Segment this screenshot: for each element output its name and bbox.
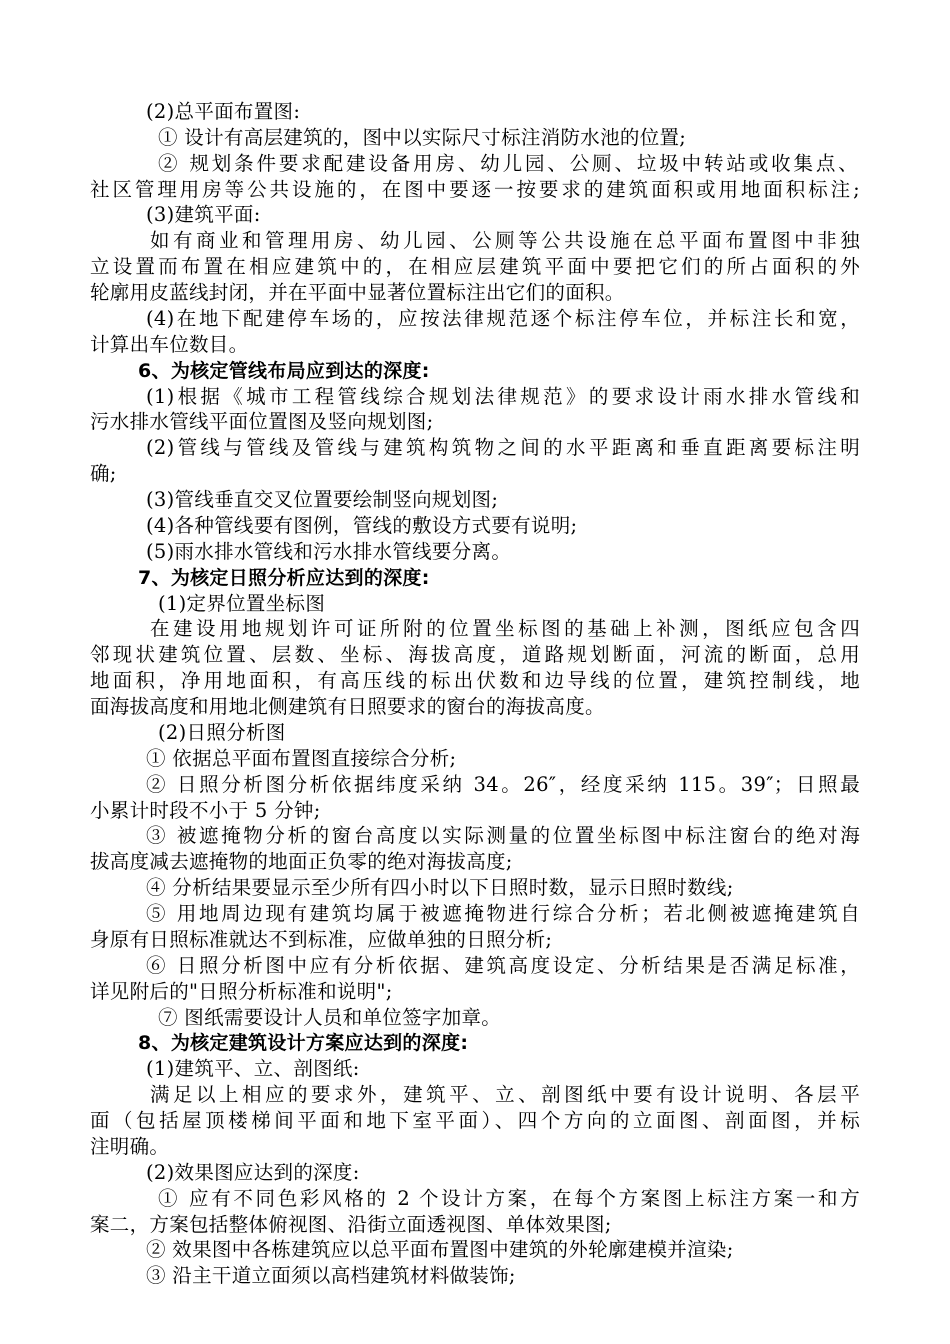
paragraph-line: 身原有日照标准就达不到标准，应做单独的日照分析; <box>90 928 553 951</box>
list-item: (3)管线垂直交叉位置要绘制竖向规划图; <box>146 488 499 511</box>
paragraph-line: 污水排水管线平面位置图及竖向规划图; <box>90 410 434 433</box>
list-item: ④ 分析结果要显示至少所有四小时以下日照时数，显示日照时数线; <box>146 876 734 899</box>
paragraph-line: 面海拔高度和用地北侧建筑有日照要求的窗台的海拔高度。 <box>90 695 605 718</box>
list-item: ② 规划条件要求配建设备用房、幼儿园、公厕、垃圾中转站或收集点、 <box>158 152 858 175</box>
paragraph-line: 地面积，净用地面积，有高压线的标出伏数和边导线的位置，建筑控制线，地 <box>90 669 860 692</box>
subsection-heading: (3)建筑平面: <box>146 203 261 226</box>
paragraph-line: 确; <box>90 462 117 485</box>
list-item: ⑦ 图纸需要设计人员和单位签字加章。 <box>158 1006 502 1029</box>
subsection-heading: (2)效果图应达到的深度: <box>146 1161 360 1184</box>
list-item: ① 设计有高层建筑的，图中以实际尺寸标注消防水池的位置; <box>158 126 687 149</box>
paragraph-line: 邻现状建筑位置、层数、坐标、海拔高度，道路规划断面，河流的断面，总用 <box>90 643 860 666</box>
paragraph-line: 面（包括屋顶楼梯间平面和地下室平面）、四个方向的立面图、剖面图，并标 <box>90 1109 860 1132</box>
paragraph-line: 轮廓用皮蓝线封闭，并在平面中显著位置标注出它们的面积。 <box>90 281 625 304</box>
list-item: ⑤ 用地周边现有建筑均属于被遮掩物进行综合分析；若北侧被遮掩建筑自 <box>146 902 860 925</box>
list-item: ① 依据总平面布置图直接综合分析; <box>146 747 457 770</box>
paragraph-line: 立设置而布置在相应建筑中的，在相应层建筑平面中要把它们的所占面积的外 <box>90 255 860 278</box>
paragraph-line: 如有商业和管理用房、幼儿园、公厕等公共设施在总平面布置图中非独 <box>150 229 860 252</box>
paragraph-line: 满足以上相应的要求外，建筑平、立、剖图纸中要有设计说明、各层平 <box>150 1083 860 1106</box>
paragraph-line: 注明确。 <box>90 1135 170 1158</box>
subsection-heading: (2)总平面布置图: <box>146 100 301 123</box>
list-item: (4)在地下配建停车场的，应按法律规范逐个标注停车位，并标注长和宽， <box>146 307 860 330</box>
list-item: ② 效果图中各栋建筑应以总平面布置图中建筑的外轮廓建模并渲染; <box>146 1238 734 1261</box>
subsection-heading: (2)日照分析图 <box>158 721 286 744</box>
paragraph-line: 小累计时段不小于 5 分钟; <box>90 799 321 822</box>
list-item: ③ 沿主干道立面须以高档建筑材料做装饰; <box>146 1264 516 1287</box>
paragraph-line: 在建设用地规划许可证所附的位置坐标图的基础上补测，图纸应包含四 <box>150 617 860 640</box>
section-heading: 6、为核定管线布局应到达的深度: <box>138 360 430 382</box>
list-item: ③ 被遮掩物分析的窗台高度以实际测量的位置坐标图中标注窗台的绝对海 <box>146 824 860 847</box>
paragraph-line: 案二，方案包括整体俯视图、沿街立面透视图、单体效果图; <box>90 1213 612 1236</box>
subsection-heading: (1)定界位置坐标图 <box>158 592 326 615</box>
list-item: ② 日照分析图分析依据纬度采纳 34。26″，经度采纳 115。39″；日照最 <box>146 773 860 796</box>
paragraph-line: 拔高度减去遮掩物的地面正负零的绝对海拔高度; <box>90 850 513 873</box>
paragraph-line: 社区管理用房等公共设施的，在图中要逐一按要求的建筑面积或用地面积标注; <box>90 178 860 201</box>
paragraph-line: 计算出车位数目。 <box>90 333 249 356</box>
list-item: ⑥ 日照分析图中应有分析依据、建筑高度设定、分析结果是否满足标准， <box>146 954 860 977</box>
list-item: (2)管线与管线及管线与建筑构筑物之间的水平距离和垂直距离要标注明 <box>146 436 860 459</box>
section-heading: 7、为核定日照分析应达到的深度: <box>138 567 430 589</box>
list-item: (5)雨水排水管线和污水排水管线要分离。 <box>146 540 512 563</box>
paragraph-line: 详见附后的"日照分析标准和说明"; <box>90 980 393 1003</box>
section-heading: 8、为核定建筑设计方案应达到的深度: <box>138 1032 469 1054</box>
list-item: ① 应有不同色彩风格的 2 个设计方案，在每个方案图上标注方案一和方 <box>158 1187 860 1210</box>
list-item: (1)根据《城市工程管线综合规划法律规范》的要求设计雨水排水管线和 <box>146 385 860 408</box>
list-item: (4)各种管线要有图例，管线的敷设方式要有说明; <box>146 514 578 537</box>
subsection-heading: (1)建筑平、立、剖图纸: <box>146 1057 360 1080</box>
